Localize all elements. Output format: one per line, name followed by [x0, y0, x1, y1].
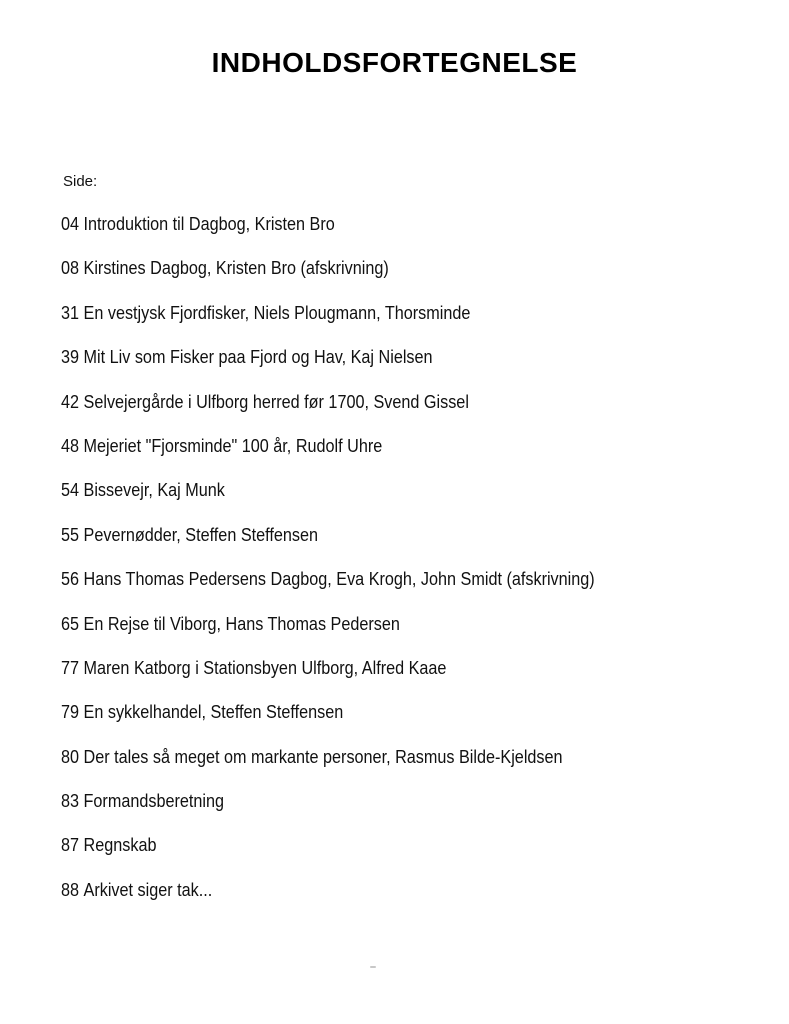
toc-entry: [61, 520, 595, 564]
toc-entry-title: Mit Liv som Fisker paa Fjord og Hav, Kaj Nielsen: [83, 347, 433, 368]
toc-page-number: 55: [61, 524, 80, 545]
toc-entry: [61, 697, 595, 741]
toc-entry: [61, 830, 595, 874]
toc-page-number: 48: [61, 435, 80, 456]
toc-entry: [61, 431, 595, 475]
toc-page-number: 88: [61, 879, 80, 900]
toc-entry: [61, 786, 595, 830]
toc-entry-title: En vestjysk Fjordfisker, Niels Plougmann, Thorsminde: [83, 302, 471, 323]
toc-entry-title: Kirstines Dagbog, Kristen Bro (afskrivning): [83, 258, 389, 279]
toc-entry-title: Regnskab: [83, 835, 157, 856]
table-of-contents: [61, 209, 654, 919]
toc-entry: [61, 342, 595, 386]
toc-entry: [61, 298, 595, 342]
toc-entry-title: En Rejse til Viborg, Hans Thomas Pedersen: [83, 613, 400, 634]
toc-entry: [61, 475, 595, 519]
toc-entry-title: Selvejergårde i Ulfborg herred før 1700, Svend Gissel: [83, 391, 469, 412]
toc-entry-title: Pevernødder, Steffen Steffensen: [83, 524, 319, 545]
toc-entry-title: Formandsberetning: [83, 791, 225, 812]
toc-entry: [61, 253, 595, 297]
scan-speck: [370, 966, 376, 968]
toc-page-number: 04: [61, 214, 80, 234]
toc-entry: [61, 609, 595, 653]
toc-entry-title: Arkivet siger tak...: [83, 879, 213, 900]
page-column-label: Side:: [63, 173, 98, 190]
toc-entry-title: Mejeriet "Fjorsminde" 100 år, Rudolf Uhre: [83, 435, 383, 456]
toc-page-number: 87: [61, 835, 80, 856]
toc-entry: [61, 209, 595, 253]
toc-entry: [61, 742, 595, 786]
toc-entry-title: Introduktion til Dagbog, Kristen Bro: [83, 214, 335, 234]
toc-page-number: 31: [61, 302, 80, 323]
toc-page-number: 42: [61, 391, 80, 412]
toc-page-number: 83: [61, 791, 80, 812]
toc-page-number: 39: [61, 347, 80, 368]
toc-page-number: 56: [61, 569, 80, 590]
toc-entry-title: Hans Thomas Pedersens Dagbog, Eva Krogh, John Smidt (afskrivning): [83, 569, 595, 590]
toc-page-number: 79: [61, 702, 80, 723]
toc-entry-title: Bissevejr, Kaj Munk: [83, 480, 225, 501]
toc-page-number: 77: [61, 657, 80, 678]
toc-entry-title: Maren Katborg i Stationsbyen Ulfborg, Alfred Kaae: [83, 657, 447, 678]
page-title: INDHOLDSFORTEGNELSE: [211, 47, 578, 78]
toc-entry-title: Der tales så meget om markante personer, Rasmus Bilde-Kjeldsen: [83, 746, 563, 767]
toc-page-number: 80: [61, 746, 80, 767]
toc-entry: [61, 875, 595, 919]
toc-page-number: 08: [61, 258, 80, 279]
toc-entry: [61, 653, 595, 697]
toc-entry-title: En sykkelhandel, Steffen Steffensen: [83, 702, 344, 723]
toc-entry: [61, 387, 595, 431]
toc-page-number: 65: [61, 613, 80, 634]
toc-entry: [61, 564, 595, 608]
toc-page-number: 54: [61, 480, 80, 501]
